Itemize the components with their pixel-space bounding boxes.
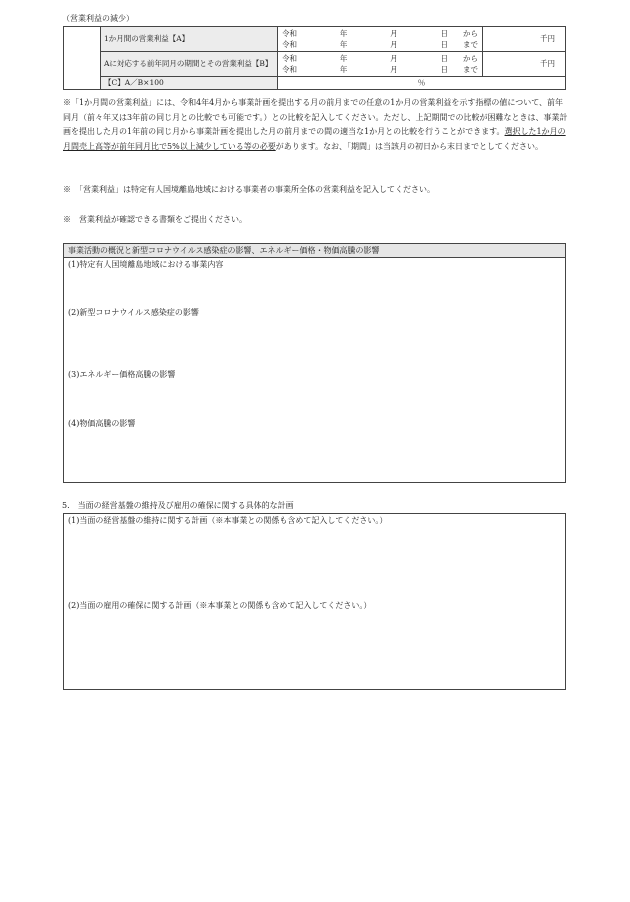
month-text: 月 [390,54,398,63]
year-text: 年 [339,29,348,38]
price-rise-impact-label: (4)物価高騰の影響 [68,419,136,428]
era-text: 令和 [282,29,297,38]
to-text: まで [462,40,478,49]
note1-text-end: があります。なお、「期間」は当該月の初日から末日までとしてください。 [275,141,544,151]
day-text: 日 [440,65,448,74]
day-text: 日 [440,29,448,38]
business-impact-header: 事業活動の概況と新型コロナウイルス感染症の影響、エネルギー価格・物価高騰の影響 [64,244,565,258]
month-text: 月 [390,29,398,38]
section-heading: （営業利益の減少） [62,14,134,23]
year-text: 年 [339,54,348,63]
row-b-label: Aに対応する前年同月の期間とその営業利益【B】 [101,52,278,77]
month-text: 月 [390,40,398,49]
note-documents: ※ 営業利益が確認できる書類をご提出ください。 [63,215,247,224]
era-text: 令和 [282,65,297,74]
business-impact-box[interactable] [63,243,566,483]
from-text: から [462,29,478,38]
note-operating-profit-scope: ※ 「営業利益」は特定有人国境離島地域における事業者の事業所全体の営業利益を記入してください。 [63,185,435,194]
operating-profit-table [63,26,566,90]
era-text: 令和 [282,54,297,63]
business-base-plan-label: (1)当面の経営基盤の維持に関する計画（※本事業との関係も含めて記入してください。） [68,516,388,525]
year-text: 年 [339,65,348,74]
row-c-percent[interactable]: ％ [278,77,566,90]
plan-section-heading: 5. 当面の経営基盤の維持及び雇用の確保に関する具体的な計画 [62,501,294,510]
to-text: まで [462,65,478,74]
row-a-amount[interactable]: 千円 [483,27,566,52]
day-text: 日 [440,40,448,49]
blank-column-cell [64,27,101,90]
energy-price-impact-label: (3)エネルギー価格高騰の影響 [68,370,176,379]
note-operating-profit-period [63,96,568,154]
era-text: 令和 [282,40,297,49]
row-a-period[interactable] [278,27,483,52]
covid-impact-label: (2)新型コロナウイルス感染症の影響 [68,308,199,317]
employment-plan-label: (2)当面の雇用の確保に関する計画（※本事業との関係も含めて記入してください。） [68,601,372,610]
row-b-amount[interactable]: 千円 [483,52,566,77]
note1-underlined-text: 選択した1か月の月間売上高等が前年同月比で5%以上減少している等の必要 [63,127,566,151]
row-c-label: 【C】A／B×100 [101,77,278,90]
month-text: 月 [390,65,398,74]
business-content-label: (1)特定有人国境離島地域における事業内容 [68,260,224,269]
from-text: から [462,54,478,63]
note1-text: ※「1か月間の営業利益」には、令和4年4月から事業計画を提出する月の前月までの任意の1か月の営業利益を示す指標の値について、前年同月（前々年又は3年前の同じ月との比較でも可能です。）との比較を記入してください。ただし、上記期間での比較が困難なときは、事業計画を提出した月の1年前の同じ月から事業計画を提出した月の前月までの間の適当な1か月との比較を行うことができます。 [63,98,568,136]
plan-box[interactable] [63,513,566,690]
day-text: 日 [440,54,448,63]
row-a-label: 1か月間の営業利益【A】 [101,27,278,52]
row-b-period[interactable] [278,52,483,77]
year-text: 年 [339,40,348,49]
